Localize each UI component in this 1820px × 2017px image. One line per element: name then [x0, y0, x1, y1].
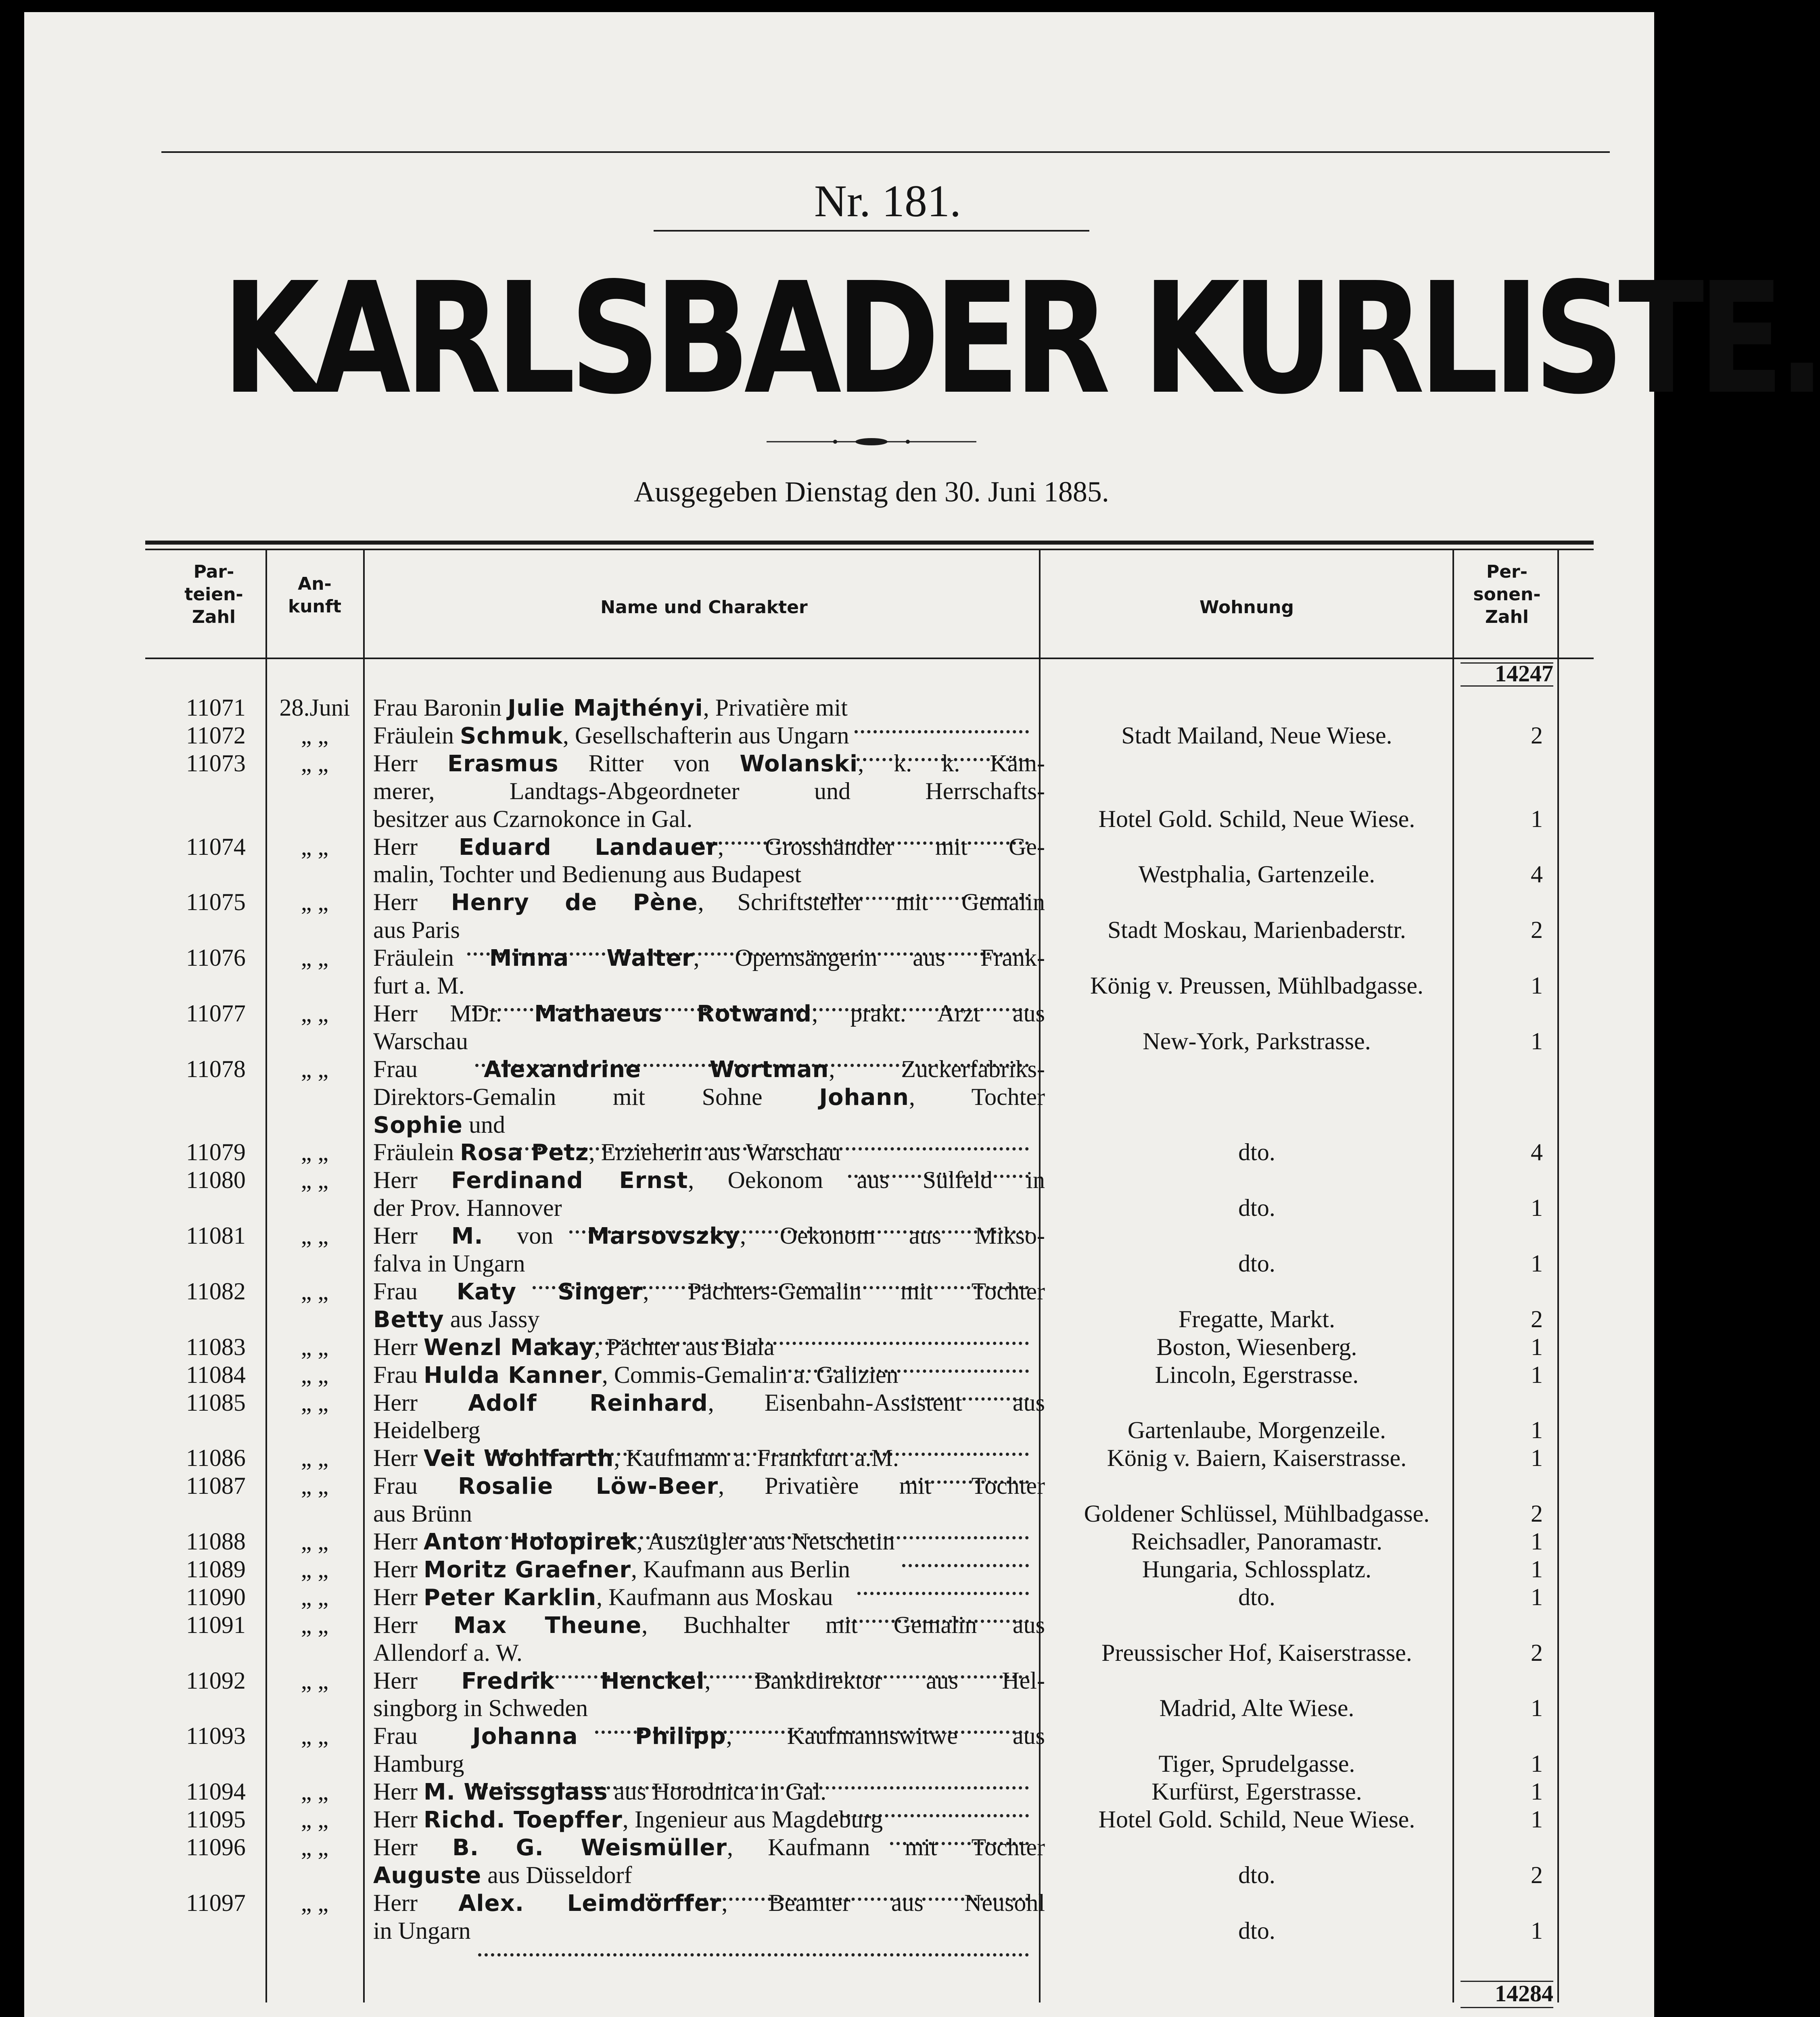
guest-name: Wenzl Makay: [423, 1334, 595, 1361]
name-character: [373, 1083, 1045, 1111]
guest-name: Ferdinand Ernst: [451, 1167, 688, 1194]
table-row: [24, 860, 1654, 888]
guest-name: Alexandrine Wortman: [484, 1056, 829, 1083]
text-segment: , Privatière mit Tochter: [718, 1472, 1045, 1499]
table-row: [24, 833, 1654, 860]
arrival-date: „ „: [301, 1528, 329, 1555]
party-number: 11072: [186, 722, 246, 749]
guest-name: Betty: [373, 1306, 444, 1333]
name-character: [373, 1722, 1045, 1750]
arrival-date: „ „: [301, 1222, 329, 1249]
table-row: [24, 1611, 1654, 1639]
guest-name: Sophie: [373, 1112, 463, 1138]
residence: Preussischer Hof, Kaiserstrasse.: [1101, 1639, 1412, 1666]
party-number: 11079: [186, 1139, 246, 1166]
arrival-date: „ „: [301, 1556, 329, 1583]
text-segment: Direktors-Gemalin mit Sohne: [373, 1083, 819, 1110]
party-number: 11073: [186, 750, 246, 777]
header-line: An-: [298, 574, 332, 594]
table-row: [24, 750, 1654, 777]
table-row: [24, 1055, 1654, 1083]
persons-count: 1: [1531, 1695, 1543, 1722]
party-number: 11071: [186, 694, 246, 721]
text-segment: , Eisenbahn-Assistent aus: [708, 1389, 1045, 1416]
table-row: [24, 1111, 1654, 1138]
residence: Tiger, Sprudelgasse.: [1158, 1750, 1355, 1777]
arrival-date: „ „: [301, 1139, 329, 1166]
name-character: [373, 944, 1045, 971]
party-number: 11097: [186, 1889, 246, 1916]
guest-name: Peter Karklin: [423, 1584, 597, 1611]
text-segment: aus Paris: [373, 917, 460, 944]
text-segment: Heidelberg: [373, 1417, 481, 1444]
persons-count: 1: [1531, 1445, 1543, 1472]
table-row: [24, 1138, 1654, 1166]
text-segment: , Kaufmann aus Berlin: [631, 1556, 850, 1583]
text-segment: aus Horodnica in Gal.: [608, 1778, 827, 1805]
guest-name: Veit Wohlfarth: [423, 1445, 614, 1472]
text-segment: Fräulein: [373, 944, 489, 971]
residence: Westphalia, Gartenzeile.: [1138, 861, 1375, 888]
party-number: 11085: [186, 1389, 246, 1416]
name-character: [373, 777, 1045, 805]
text-segment: Herr: [373, 1389, 468, 1416]
text-segment: Ritter von: [558, 750, 740, 777]
party-number: 11084: [186, 1361, 246, 1388]
guest-name: Auguste: [373, 1862, 482, 1889]
guest-name: Wolanski: [740, 750, 858, 777]
text-segment: in Ungarn: [373, 1917, 471, 1944]
text-segment: , Tochter: [909, 1083, 1045, 1110]
text-segment: Fräulein: [373, 722, 460, 749]
name-character: [373, 1222, 1045, 1249]
arrival-date: „ „: [301, 1445, 329, 1472]
residence: Boston, Wiesenberg.: [1156, 1333, 1357, 1360]
persons-count: 1: [1531, 1250, 1543, 1277]
guest-name: Henry de Pène: [451, 889, 698, 916]
guest-name: Rosa Petz: [460, 1140, 589, 1166]
table-row: [24, 972, 1654, 999]
text-segment: , Erzieherin aus Warschau: [589, 1139, 841, 1166]
name-character: [373, 1889, 1045, 1917]
persons-count: 1: [1531, 1556, 1543, 1583]
party-number: 11089: [186, 1556, 246, 1583]
party-number: 11082: [186, 1278, 246, 1305]
residence: Gartenlaube, Morgenzeile.: [1127, 1417, 1386, 1444]
guest-name: B. G. Weismüller: [452, 1834, 727, 1861]
newspaper-page: [24, 12, 1820, 2017]
text-segment: , Ingenieur aus Magdeburg: [622, 1806, 883, 1833]
text-segment: Hamburg: [373, 1750, 464, 1777]
text-segment: von: [483, 1222, 587, 1249]
name-character: [373, 1833, 1045, 1861]
persons-count: 2: [1531, 1305, 1543, 1332]
persons-count: 4: [1531, 1139, 1543, 1166]
header-line: Par-: [193, 562, 234, 582]
text-segment: Herr: [373, 1333, 424, 1360]
persons-count: 1: [1531, 972, 1543, 999]
guest-name: Max Theune: [453, 1612, 642, 1639]
text-segment: Herr: [373, 1528, 424, 1555]
arrival-date: „ „: [301, 1583, 329, 1610]
arrival-date: „ „: [301, 1000, 329, 1027]
text-segment: Warschau: [373, 1027, 468, 1054]
party-number: 11077: [186, 1000, 246, 1027]
persons-count: 2: [1531, 1500, 1543, 1527]
party-number: 11096: [186, 1833, 246, 1860]
party-number: 11080: [186, 1167, 246, 1194]
table-row: [24, 1083, 1654, 1111]
residence: dto.: [1238, 1139, 1275, 1166]
guest-name: Fredrik Henckel: [461, 1668, 705, 1694]
residence: Lincoln, Egerstrasse.: [1155, 1361, 1359, 1388]
party-number: 11092: [186, 1667, 246, 1694]
arrival-date: „ „: [301, 1055, 329, 1082]
guest-name: Anton Holopirek: [423, 1529, 637, 1555]
residence: Goldener Schlüssel, Mühlbadgasse.: [1084, 1500, 1430, 1527]
guest-name: M.: [451, 1223, 483, 1250]
text-segment: , prakt. Arzt aus: [812, 1000, 1045, 1027]
arrival-date: „ „: [301, 1361, 329, 1388]
text-segment: , Schriftsteller mit Gemalin: [698, 889, 1045, 916]
total-persons: 14284: [1495, 1980, 1553, 2007]
name-character: [373, 1667, 1045, 1694]
text-segment: besitzer aus Czarnokonce in Gal.: [373, 805, 693, 832]
table-row: [24, 1000, 1654, 1027]
arrival-date: „ „: [301, 750, 329, 777]
name-character: [373, 750, 1045, 777]
table-row: [24, 1667, 1654, 1694]
table-row: [24, 1416, 1654, 1444]
persons-count: 1: [1531, 1528, 1543, 1555]
table-row: [24, 916, 1654, 944]
text-segment: , Kaufmann mit Tochter: [727, 1833, 1045, 1860]
text-segment: Frau Baronin: [373, 694, 508, 721]
text-segment: Herr: [373, 833, 459, 860]
table-row: [24, 1722, 1654, 1750]
table-row: [24, 1556, 1654, 1583]
guest-name: Rosalie Löw-Beer: [458, 1473, 719, 1500]
name-character: [373, 1166, 1045, 1194]
guest-name: Marsovszky: [587, 1223, 740, 1250]
text-segment: aus Brünn: [373, 1500, 472, 1527]
guest-name: Eduard Landauer: [459, 834, 718, 860]
table-row: [24, 805, 1654, 833]
persons-count: 1: [1531, 1194, 1543, 1221]
name-character: [373, 1611, 1045, 1639]
table-row: [24, 1166, 1654, 1194]
text-segment: , Beamter aus Neusohl: [721, 1889, 1045, 1916]
name-character: [373, 833, 1045, 860]
party-number: 11090: [186, 1583, 246, 1610]
arrival-date: 28.Juni: [279, 694, 350, 721]
residence: Stadt Moskau, Marienbaderstr.: [1107, 917, 1406, 944]
party-number: 11075: [186, 889, 246, 916]
table-row: [24, 1833, 1654, 1861]
guest-name: Erasmus: [447, 750, 559, 777]
name-character: [373, 1055, 1045, 1083]
party-number: 11095: [186, 1806, 246, 1833]
residence: Kurfürst, Egerstrasse.: [1151, 1778, 1362, 1805]
text-segment: Allendorf a. W.: [373, 1639, 522, 1666]
text-segment: Herr: [373, 1611, 453, 1638]
party-number: 11083: [186, 1333, 246, 1360]
persons-count: 1: [1531, 1333, 1543, 1360]
residence: Hotel Gold. Schild, Neue Wiese.: [1098, 805, 1415, 832]
persons-count: 4: [1531, 861, 1543, 888]
table-row: [24, 1500, 1654, 1527]
arrival-date: „ „: [301, 1806, 329, 1833]
arrival-date: „ „: [301, 1723, 329, 1750]
arrival-date: „ „: [301, 833, 329, 860]
guest-name: Richd. Toepffer: [423, 1807, 623, 1833]
text-segment: Herr: [373, 1556, 424, 1583]
residence: Madrid, Alte Wiese.: [1159, 1695, 1354, 1722]
table-row: [24, 1444, 1654, 1472]
persons-count: 1: [1531, 805, 1543, 832]
name-character: [373, 1472, 1045, 1499]
guest-name: Julie Majthényi: [508, 695, 703, 721]
table-row: [24, 777, 1654, 805]
name-character: [373, 1000, 1045, 1027]
text-segment: Frau: [373, 1278, 457, 1305]
text-segment: Herr: [373, 889, 451, 916]
table-row: [24, 1528, 1654, 1555]
residence: New-York, Parkstrasse.: [1143, 1027, 1371, 1054]
guest-name: Minna Walter: [489, 945, 694, 972]
header-line: kunft: [288, 596, 342, 617]
residence: Hungaria, Schlossplatz.: [1142, 1556, 1372, 1583]
text-segment: , Kaufmann a. Frankfurt a.M.: [614, 1445, 899, 1472]
guest-name: Katy Singer: [456, 1278, 643, 1305]
text-segment: Herr: [373, 1222, 451, 1249]
party-number: 11078: [186, 1055, 246, 1082]
text-segment: , Privatière mit: [703, 694, 848, 721]
text-segment: malin, Tochter und Bedienung aus Budapest: [373, 861, 802, 888]
arrival-date: „ „: [301, 1778, 329, 1805]
column-header-name: Name und Charakter: [600, 597, 808, 618]
text-segment: singborg in Schweden: [373, 1695, 588, 1722]
text-segment: , Commis-Gemalin a. Galizien: [602, 1361, 899, 1388]
party-number: 11087: [186, 1472, 246, 1499]
table-row: [24, 888, 1654, 916]
text-segment: , Grosshändler mit Ge-: [717, 833, 1045, 860]
header-line: teien-: [184, 584, 243, 605]
text-segment: , Gesellschafterin aus Ungarn: [562, 722, 849, 749]
text-segment: , Oekonom aus Mikso-: [740, 1222, 1045, 1249]
guest-name: Johanna Philipp: [472, 1723, 726, 1750]
text-segment: , Kaufmannswitwe aus: [726, 1723, 1045, 1750]
text-segment: und: [462, 1111, 505, 1138]
persons-count: 2: [1531, 1861, 1543, 1888]
text-segment: Herr: [373, 750, 447, 777]
party-number: 11076: [186, 944, 246, 971]
arrival-date: „ „: [301, 722, 329, 749]
residence: Reichsadler, Panoramastr.: [1131, 1528, 1383, 1555]
table-row: [24, 1250, 1654, 1277]
name-character: [373, 1389, 1045, 1416]
party-number: 11081: [186, 1222, 246, 1249]
persons-count: 1: [1531, 1027, 1543, 1054]
party-number: 11091: [186, 1611, 246, 1638]
text-segment: Herr: [373, 1445, 424, 1472]
header-line: Per-: [1486, 562, 1528, 582]
arrival-date: „ „: [301, 1833, 329, 1860]
residence: dto.: [1238, 1583, 1275, 1610]
guest-name: Schmuk: [460, 722, 563, 749]
table-row: [24, 1361, 1654, 1389]
text-segment: , Pächters-Gemalin mit Tochter: [643, 1278, 1045, 1305]
text-segment: Frau: [373, 1472, 458, 1499]
table-row: [24, 1917, 1654, 1944]
party-number: 11086: [186, 1445, 246, 1472]
text-segment: , Kaufmann aus Moskau: [596, 1583, 833, 1610]
table-row: [24, 1333, 1654, 1361]
guest-name: Mathaeus Rotwand: [534, 1000, 812, 1027]
text-segment: , Opernsängerin aus Frank-: [693, 944, 1045, 971]
text-segment: Fräulein: [373, 1139, 460, 1166]
residence: König v. Baiern, Kaiserstrasse.: [1107, 1445, 1407, 1472]
text-segment: , Zuckerfabriks-: [829, 1055, 1045, 1082]
party-number: 11088: [186, 1528, 246, 1555]
header-line: Zahl: [1485, 607, 1529, 627]
arrival-date: „ „: [301, 1472, 329, 1499]
persons-count: 1: [1531, 1417, 1543, 1444]
text-segment: Frau: [373, 1055, 484, 1082]
table-row: [24, 1778, 1654, 1805]
table-row: [24, 694, 1654, 721]
text-segment: aus Jassy: [444, 1305, 540, 1332]
arrival-date: „ „: [301, 1167, 329, 1194]
table-row: [24, 1639, 1654, 1666]
text-segment: , k. k. Käm-: [858, 750, 1045, 777]
table-row: [24, 1889, 1654, 1917]
arrival-date: „ „: [301, 1333, 329, 1360]
arrival-date: „ „: [301, 889, 329, 916]
persons-count: 1: [1531, 1778, 1543, 1805]
persons-count: 1: [1531, 1750, 1543, 1777]
table-row: [24, 1694, 1654, 1722]
residence: König v. Preussen, Mühlbadgasse.: [1090, 972, 1424, 999]
persons-count: 1: [1531, 1917, 1543, 1944]
table-row: [24, 1222, 1654, 1249]
table-row: [24, 1472, 1654, 1499]
issue-date: Ausgegeben Dienstag den 30. Juni 1885.: [634, 476, 1109, 508]
persons-count: 1: [1531, 1583, 1543, 1610]
text-segment: Herr: [373, 1778, 424, 1805]
issue-number: Nr. 181.: [814, 176, 961, 226]
guest-name: M. Weissglass: [423, 1779, 608, 1806]
arrival-date: „ „: [301, 1389, 329, 1416]
guest-name: Hulda Kanner: [423, 1362, 602, 1389]
text-segment: Herr: [373, 1833, 453, 1860]
persons-count: 2: [1531, 722, 1543, 749]
masthead-title: KARLSBADER KURLISTE.: [222, 249, 1820, 428]
text-segment: , Oekonom aus Sülfeld in: [688, 1167, 1045, 1194]
table-row: [24, 1583, 1654, 1611]
table-row: [24, 1278, 1654, 1305]
residence: dto.: [1238, 1861, 1275, 1888]
guest-name: Alex. Leimdörffer: [458, 1890, 722, 1917]
guest-name: Adolf Reinhard: [468, 1390, 708, 1416]
persons-count: 1: [1531, 1361, 1543, 1388]
party-number: 11093: [186, 1723, 246, 1750]
persons-count: 2: [1531, 917, 1543, 944]
arrival-date: „ „: [301, 944, 329, 971]
text-segment: merer, Landtags-Abgeordneter und Herrschafts-: [373, 777, 1045, 804]
arrival-date: „ „: [301, 1611, 329, 1638]
arrival-date: „ „: [301, 1278, 329, 1305]
text-segment: Frau: [373, 1361, 424, 1388]
text-segment: der Prov. Hannover: [373, 1194, 562, 1221]
text-segment: Herr: [373, 1806, 424, 1833]
text-segment: , Auszügler aus Netschetin: [636, 1528, 895, 1555]
text-segment: Herr: [373, 1583, 424, 1610]
party-number: 11094: [186, 1778, 246, 1805]
header-line: sonen-: [1473, 584, 1541, 605]
table-row: [24, 1027, 1654, 1055]
table-row: [24, 1389, 1654, 1416]
text-segment: Frau: [373, 1723, 473, 1750]
text-segment: Herr: [373, 1889, 459, 1916]
table-row: [24, 1305, 1654, 1333]
residence: Fregatte, Markt.: [1178, 1305, 1335, 1332]
entries-list: [24, 12, 1820, 2017]
arrival-date: „ „: [301, 1889, 329, 1916]
guest-name: Johann: [819, 1084, 909, 1111]
text-segment: , Buchhalter mit Gemalin aus: [641, 1611, 1045, 1638]
residence: Stadt Mailand, Neue Wiese.: [1121, 722, 1392, 749]
table-row: [24, 1861, 1654, 1889]
persons-count: 1: [1531, 1806, 1543, 1833]
residence: Hotel Gold. Schild, Neue Wiese.: [1098, 1806, 1415, 1833]
table-row: [24, 1750, 1654, 1777]
text-segment: Herr MDr.: [373, 1000, 535, 1027]
party-number: 11074: [186, 833, 246, 860]
carry-in-total: 14247: [1495, 660, 1553, 687]
column-header-wohnung: Wohnung: [1199, 597, 1294, 618]
text-segment: Herr: [373, 1167, 451, 1194]
table-row: [24, 944, 1654, 971]
table-row: [24, 1194, 1654, 1221]
leader-dots: [478, 1926, 1029, 1956]
name-character: [373, 1278, 1045, 1305]
table-row: [24, 1806, 1654, 1833]
persons-count: 2: [1531, 1639, 1543, 1666]
text-segment: falva in Ungarn: [373, 1250, 525, 1277]
text-segment: Herr: [373, 1667, 462, 1694]
residence: dto.: [1238, 1194, 1275, 1221]
text-segment: aus Düsseldorf: [481, 1861, 632, 1888]
name-character: [373, 888, 1045, 916]
text-segment: furt a. M.: [373, 972, 465, 999]
text-segment: , Bankdirektor aus Hel-: [704, 1667, 1045, 1694]
residence: dto.: [1238, 1917, 1275, 1944]
text-segment: , Pächter aus Biala: [594, 1333, 775, 1360]
residence: dto.: [1238, 1250, 1275, 1277]
header-line: Zahl: [192, 607, 236, 627]
table-row: [24, 722, 1654, 749]
guest-name: Moritz Graefner: [423, 1556, 631, 1583]
arrival-date: „ „: [301, 1667, 329, 1694]
